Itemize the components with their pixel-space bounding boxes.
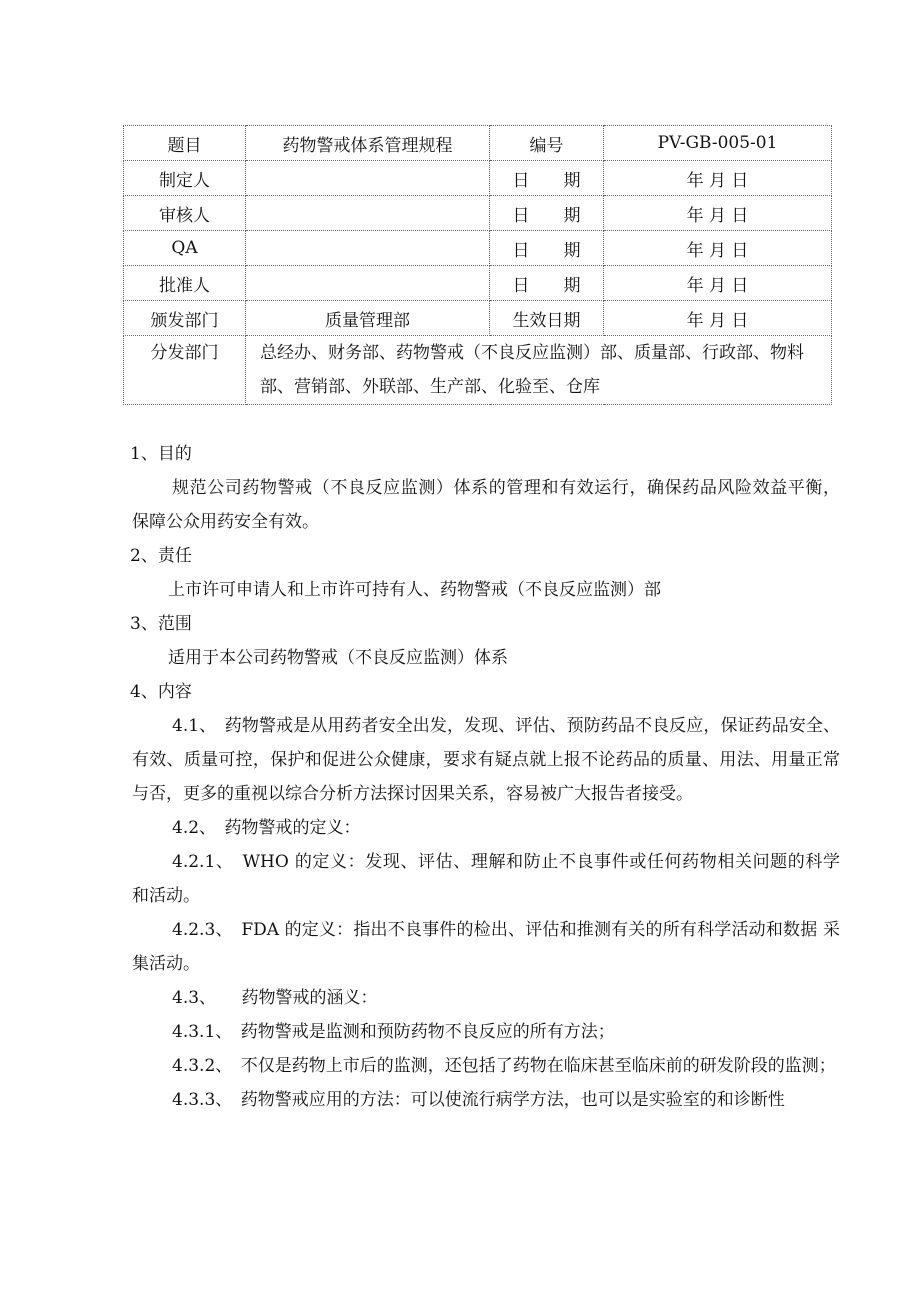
document-header-table bbox=[123, 125, 832, 405]
date-value: 年 月 日 bbox=[604, 196, 832, 231]
role-label: 制定人 bbox=[124, 161, 246, 196]
paragraph: 规范公司药物警戒（不良反应监测）体系的管理和有效运行，确保药品风险效益平衡， 保障公众用药安全有效。 bbox=[132, 478, 840, 532]
date-value: 年 月 日 bbox=[604, 161, 832, 196]
section-heading: 4、内容 bbox=[130, 682, 192, 702]
title-label: 题目 bbox=[124, 126, 246, 161]
number-label: 编号 bbox=[490, 126, 604, 161]
role-name bbox=[246, 231, 490, 266]
role-name bbox=[246, 161, 490, 196]
date-value: 年 月 日 bbox=[604, 266, 832, 301]
role-name bbox=[246, 266, 490, 301]
issue-dept-label: 颁发部门 bbox=[124, 301, 246, 336]
effective-date-label: 生效日期 bbox=[490, 301, 604, 336]
table-row bbox=[124, 266, 832, 301]
role-name bbox=[246, 196, 490, 231]
issue-dept-value: 质量管理部 bbox=[246, 301, 490, 336]
table-row bbox=[124, 231, 832, 266]
table-row bbox=[124, 161, 832, 196]
role-label: 审核人 bbox=[124, 196, 246, 231]
paragraph: 适用于本公司药物警戒（不良反应监测）体系 bbox=[168, 648, 508, 668]
paragraph: 4.2、 药物警戒的定义： bbox=[172, 818, 361, 838]
paragraph: 4.2.1、 WHO 的定义：发现、评估、理解和防止不良事件或任何药物相关问题的科学 和活动。 bbox=[132, 852, 840, 906]
paragraph: 4.2.3、 FDA 的定义：指出不良事件的检出、评估和推测有关的所有科学活动和数据 采集活动。 bbox=[132, 920, 840, 974]
title-value: 药物警戒体系管理规程 bbox=[246, 126, 490, 161]
table-row bbox=[124, 196, 832, 231]
paragraph: 4.3、 药物警戒的涵义： bbox=[172, 988, 378, 1008]
role-label: QA bbox=[124, 231, 246, 266]
role-label: 批准人 bbox=[124, 266, 246, 301]
paragraph: 4.3.1、 药物警戒是监测和预防药物不良反应的所有方法； bbox=[172, 1022, 615, 1042]
table-row bbox=[124, 126, 832, 161]
distribution-value: 总经办、财务部、药物警戒（不良反应监测）部、质量部、行政部、物料 部、营销部、外联部、生产部、化验至、仓库 bbox=[246, 336, 832, 405]
section-heading: 2、责任 bbox=[130, 546, 192, 566]
paragraph: 4.3.3、 药物警戒应用的方法：可以使流行病学方法，也可以是实验室的和诊断性 bbox=[172, 1090, 785, 1110]
section-heading: 3、范围 bbox=[130, 614, 192, 634]
date-label: 日 期 bbox=[490, 161, 604, 196]
date-label: 日 期 bbox=[490, 266, 604, 301]
distribution-label: 分发部门 bbox=[124, 336, 246, 405]
document-body bbox=[130, 437, 840, 1117]
date-value: 年 月 日 bbox=[604, 231, 832, 266]
date-label: 日 期 bbox=[490, 231, 604, 266]
table-row bbox=[124, 301, 832, 336]
paragraph: 4.3.2、 不仅是药物上市后的监测，还包括了药物在临床甚至临床前的研发阶段的监测； bbox=[172, 1056, 836, 1076]
effective-date-value: 年 月 日 bbox=[604, 301, 832, 336]
date-label: 日 期 bbox=[490, 196, 604, 231]
section-heading: 1、目的 bbox=[130, 444, 192, 464]
paragraph: 上市许可申请人和上市许可持有人、药物警戒（不良反应监测）部 bbox=[168, 580, 661, 600]
paragraph: 4.1、 药物警戒是从用药者安全出发，发现、评估、预防药品不良反应，保证药品安全、有效、质量可控，保护和促进公众健康，要求有疑点就上报不论药品的质量、用法、用量正常与否，更多的重视以综合分析方法探讨因果关系，容易被广大报告者接受。 bbox=[132, 716, 840, 804]
number-value: PV-GB-005-01 bbox=[604, 126, 832, 161]
table-row bbox=[124, 336, 832, 405]
